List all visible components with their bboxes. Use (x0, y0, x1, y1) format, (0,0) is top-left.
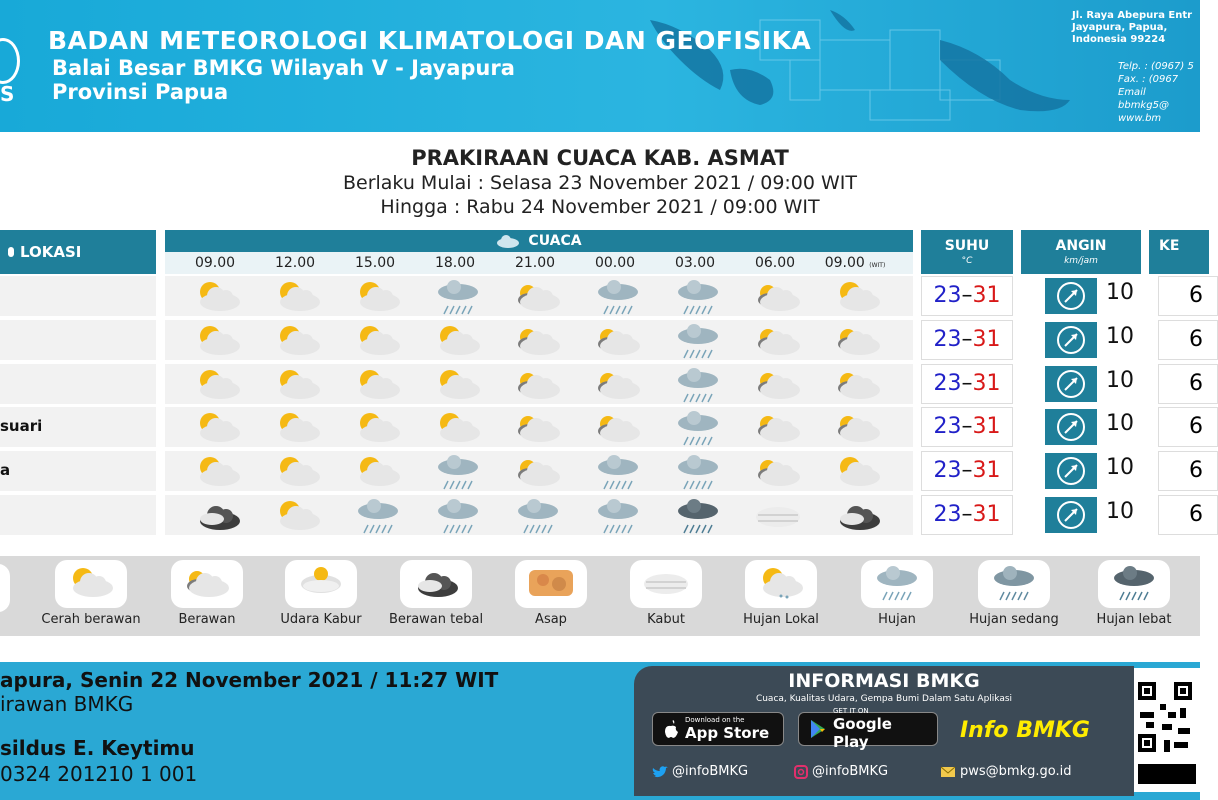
temp-dash: – (961, 502, 973, 527)
cloudy-icon (590, 322, 646, 358)
temperature-unit: °C (961, 256, 973, 266)
wind-direction-icon (1045, 497, 1097, 533)
rain-icon (430, 453, 486, 489)
temp-max: 31 (972, 458, 1001, 483)
legend-label: Hujan lebat (1096, 612, 1172, 627)
cloudy-icon (750, 409, 806, 445)
valid-until: Hingga : Rabu 24 November 2021 / 09:00 WIT (380, 196, 820, 218)
temperature-cell (921, 276, 1013, 316)
legend-label: Berawan (178, 612, 236, 627)
legend-label: Udara Kabur (280, 612, 362, 627)
partly-cloudy-icon (190, 278, 246, 314)
qr-code (1134, 668, 1200, 792)
humidity-cell: 6 (1158, 407, 1218, 447)
address-line: Jl. Raya Abepura Entr (1072, 10, 1193, 21)
rain-icon (590, 453, 646, 489)
forecaster-nip: 0324 201210 1 001 (0, 762, 198, 786)
contact-line: Telp. : (0967) 5 (1118, 61, 1194, 72)
contact-line: www.bm (1118, 113, 1162, 124)
partly-cloudy-icon (270, 366, 326, 402)
temperature-header (921, 230, 1013, 274)
temp-max: 31 (972, 283, 1001, 308)
temperature-cell (921, 495, 1013, 535)
overcast-icon (400, 560, 472, 608)
time-label: 21.00 (514, 255, 556, 271)
moderate-rain-icon (978, 560, 1050, 608)
location-cell (0, 495, 156, 535)
google-play-small: GET IT ON (833, 707, 869, 715)
map-background (640, 0, 1100, 132)
valid-from: Berlaku Mulai : Selasa 23 November 2021 / 09:00 WIT (342, 172, 858, 194)
contact-line: bbmkg5@ (1118, 100, 1169, 111)
cloudy-icon (171, 560, 243, 608)
app-store-button[interactable] (652, 712, 784, 746)
location-cell (0, 320, 156, 360)
temp-max: 31 (972, 414, 1001, 439)
partly-cloudy-icon (190, 366, 246, 402)
legend-label: Cerah berawan (41, 612, 141, 627)
issued-date: apura, Senin 22 November 2021 / 11:27 WIT (0, 668, 499, 692)
partly-cloudy-icon (830, 453, 886, 489)
forecast-row (0, 495, 1203, 535)
location-cell (0, 364, 156, 404)
info-subtitle: Cuaca, Kualitas Udara, Gempa Bumi Dalam Satu Aplikasi (755, 694, 1013, 704)
address-line: Indonesia 99224 (1072, 34, 1166, 45)
time-label-text: 09.00 (824, 255, 865, 271)
location-cell (0, 407, 156, 447)
local-rain-icon (745, 560, 817, 608)
partly-cloudy-icon (350, 366, 406, 402)
temp-min: 23 (933, 283, 962, 308)
humidity-header (1149, 230, 1209, 274)
wind-speed: 10 (1106, 368, 1134, 393)
temp-min: 23 (933, 327, 962, 352)
rain-icon (430, 497, 486, 533)
partly-cloudy-icon (190, 322, 246, 358)
cloudy-icon (750, 322, 806, 358)
temp-max: 31 (972, 502, 1001, 527)
weather-cells (165, 320, 913, 360)
contact-block (1118, 60, 1194, 125)
agency-name: BADAN METEOROLOGI KLIMATOLOGI DAN GEOFISIKA (48, 26, 812, 55)
cloudy-icon (510, 409, 566, 445)
wind-unit: km/jam (1064, 256, 1098, 266)
humidity-cell: 6 (1158, 495, 1218, 535)
wind-direction-icon (1045, 322, 1097, 358)
google-play-button[interactable] (798, 707, 938, 751)
forecast-title: PRAKIRAAN CUACA KAB. ASMAT (411, 146, 789, 170)
instagram-handle[interactable] (794, 764, 888, 779)
rain-icon (590, 497, 646, 533)
temp-dash: – (961, 327, 973, 352)
overcast-icon (830, 497, 886, 533)
legend-item (262, 560, 380, 627)
location-pin-icon (8, 247, 14, 257)
rain-icon (670, 278, 726, 314)
partly-cloudy-icon (430, 322, 486, 358)
partly-cloudy-icon (350, 322, 406, 358)
cloud-icon (496, 234, 520, 248)
location-name: suari (0, 417, 43, 435)
wind-speed: 10 (1106, 455, 1134, 480)
temp-min: 23 (933, 414, 962, 439)
temp-min: 23 (933, 371, 962, 396)
weather-cells (165, 407, 913, 447)
legend-item (492, 560, 610, 627)
weather-header-label: CUACA (528, 233, 582, 249)
humidity-cell: 6 (1158, 364, 1218, 404)
fog-icon (630, 560, 702, 608)
legend-item (838, 560, 956, 627)
legend-partial-box (0, 564, 10, 612)
address-block (1072, 10, 1192, 46)
rain-icon (590, 278, 646, 314)
legend-label: Hujan Lokal (743, 612, 819, 627)
wind-direction-icon (1045, 409, 1097, 445)
cloudy-icon (750, 278, 806, 314)
temperature-cell (921, 407, 1013, 447)
partly-cloudy-icon (190, 453, 246, 489)
partly-cloudy-icon (350, 409, 406, 445)
office-name: Balai Besar BMKG Wilayah V - Jayapura (52, 56, 515, 80)
partly-cloudy-icon (270, 278, 326, 314)
legend-label: Berawan tebal (388, 612, 484, 627)
weather-header (165, 230, 913, 252)
cloudy-icon (830, 409, 886, 445)
footer (0, 662, 1200, 800)
cloudy-icon (590, 409, 646, 445)
weather-cells (165, 495, 913, 535)
humidity-cell: 6 (1158, 320, 1218, 360)
heavy-rain-icon (1098, 560, 1170, 608)
legend-item (377, 560, 495, 627)
partly-cloudy-icon (190, 409, 246, 445)
temp-dash: – (961, 414, 973, 439)
temp-min: 23 (933, 458, 962, 483)
cloudy-icon (510, 366, 566, 402)
time-label: 03.00 (674, 255, 716, 271)
time-label: 06.00 (754, 255, 796, 271)
forecast-row (0, 364, 1203, 404)
temp-dash: – (961, 371, 973, 396)
info-title: INFORMASI BMKG (788, 670, 980, 692)
location-header-label: LOKASI (20, 243, 82, 261)
info-bmkg-brand: Info BMKG (960, 718, 1090, 743)
cloudy-icon (830, 366, 886, 402)
time-label: 09.00 (194, 255, 236, 271)
info-bmkg-panel (634, 666, 1134, 796)
wind-speed: 10 (1106, 280, 1134, 305)
issuer-role: irawan BMKG (0, 692, 134, 716)
forecaster-name: sildus E. Keytimu (0, 736, 195, 760)
wind-direction-icon (1045, 366, 1097, 402)
time-label: 00.00 (594, 255, 636, 271)
cloudy-icon (750, 366, 806, 402)
legend-label: Hujan sedang (969, 612, 1059, 627)
time-label: 15.00 (354, 255, 396, 271)
rain-icon (350, 497, 406, 533)
smoke-icon (515, 560, 587, 608)
wind-speed: 10 (1106, 499, 1134, 524)
cloudy-icon (830, 322, 886, 358)
contact-line: Email (1118, 87, 1146, 98)
forecast-row (0, 276, 1203, 316)
location-header (0, 230, 156, 274)
humidity-cell: 6 (1158, 276, 1218, 316)
weather-cells (165, 364, 913, 404)
humidity-cell: 6 (1158, 451, 1218, 491)
apple-icon (663, 720, 679, 738)
logo-text-fragment: S (0, 82, 15, 106)
weather-cells (165, 451, 913, 491)
cloudy-icon (750, 453, 806, 489)
heavy-rain-icon (670, 497, 726, 533)
wind-header (1021, 230, 1141, 274)
partly-cloudy-icon (270, 409, 326, 445)
instagram-icon (794, 765, 808, 779)
partly-cloudy-icon (830, 278, 886, 314)
time-zone-note: (WIT) (869, 262, 886, 269)
temperature-cell (921, 320, 1013, 360)
legend-label: Hujan (878, 612, 916, 627)
temp-max: 31 (972, 371, 1001, 396)
twitter-handle[interactable] (652, 764, 748, 779)
wind-speed: 10 (1106, 324, 1134, 349)
forecast-row (0, 451, 1203, 491)
weather-cells (165, 276, 913, 316)
partly-cloudy-icon (270, 453, 326, 489)
wind-direction-icon (1045, 453, 1097, 489)
rain-icon (861, 560, 933, 608)
address-line: Jayapura, Papua, (1072, 22, 1168, 33)
partly-cloudy-icon (350, 453, 406, 489)
rain-icon (510, 497, 566, 533)
weather-legend (0, 556, 1200, 636)
legend-item (722, 560, 840, 627)
legend-label: Kabut (647, 612, 685, 627)
wind-header-label: ANGIN (1055, 238, 1107, 254)
partly-cloudy-icon (270, 322, 326, 358)
legend-item (607, 560, 725, 627)
wind-speed: 10 (1106, 411, 1134, 436)
partly-cloudy-icon (55, 560, 127, 608)
rain-icon (670, 409, 726, 445)
legend-item (955, 560, 1073, 627)
contact-line: Fax. : (0967 (1118, 74, 1179, 85)
legend-item (148, 560, 266, 627)
temp-dash: – (961, 458, 973, 483)
email-icon (940, 766, 956, 778)
bmkg-logo (0, 38, 20, 84)
wind-direction-icon (1045, 278, 1097, 314)
haze-icon (285, 560, 357, 608)
partly-cloudy-icon (430, 409, 486, 445)
forecast-row (0, 320, 1203, 360)
time-row (165, 252, 913, 274)
email-label: pws@bmkg.go.id (960, 764, 1072, 779)
cloudy-icon (510, 278, 566, 314)
rain-icon (670, 366, 726, 402)
fog-icon (750, 497, 806, 533)
forecast-row (0, 407, 1203, 447)
temp-max: 31 (972, 327, 1001, 352)
cloudy-icon (510, 322, 566, 358)
email-contact[interactable] (940, 764, 1071, 779)
overcast-icon (190, 497, 246, 533)
rain-icon (430, 278, 486, 314)
twitter-label: @infoBMKG (672, 764, 749, 779)
app-store-small: Download on the (685, 716, 745, 724)
cloudy-icon (510, 453, 566, 489)
partly-cloudy-icon (430, 366, 486, 402)
legend-item (32, 560, 150, 627)
time-label (815, 255, 895, 271)
google-play-label: Google Play (833, 715, 892, 751)
temperature-cell (921, 451, 1013, 491)
legend-label: Asap (535, 612, 567, 627)
partly-cloudy-icon (270, 497, 326, 533)
location-name: a (0, 461, 11, 479)
time-label: 18.00 (434, 255, 476, 271)
time-label: 12.00 (274, 255, 316, 271)
temperature-cell (921, 364, 1013, 404)
cloudy-icon (590, 366, 646, 402)
partly-cloudy-icon (350, 278, 406, 314)
temp-min: 23 (933, 502, 962, 527)
humidity-header-label: KE (1159, 238, 1180, 254)
legend-item (1075, 560, 1193, 627)
google-play-icon (809, 719, 827, 739)
app-store-label: App Store (685, 724, 770, 742)
twitter-icon (652, 766, 668, 778)
temp-dash: – (961, 283, 973, 308)
province-name: Provinsi Papua (52, 80, 229, 104)
rain-icon (670, 453, 726, 489)
instagram-label: @infoBMKG (812, 764, 889, 779)
location-cell (0, 451, 156, 491)
location-cell (0, 276, 156, 316)
temperature-header-label: SUHU (944, 238, 990, 254)
rain-icon (670, 322, 726, 358)
header-banner (0, 0, 1200, 132)
